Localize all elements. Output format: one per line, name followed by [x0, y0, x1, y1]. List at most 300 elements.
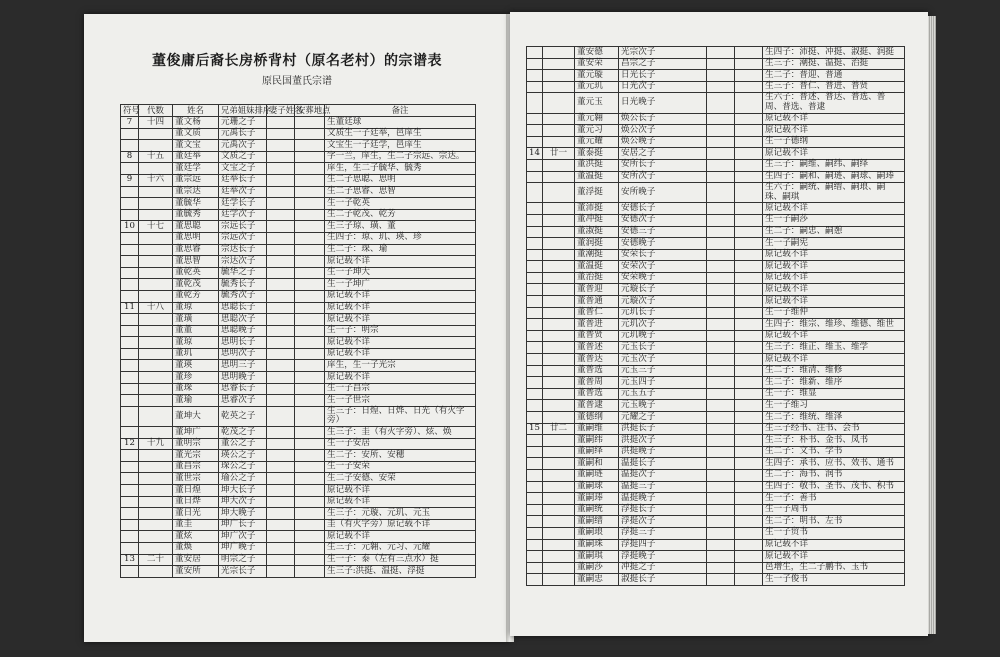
wife-name-cell — [267, 337, 295, 349]
burial-place-cell — [295, 395, 325, 407]
wife-name-cell — [707, 330, 735, 342]
left-page — [84, 14, 510, 642]
table-row — [121, 438, 476, 450]
generation-cell — [139, 473, 173, 485]
row-number-cell: 13 — [121, 554, 139, 566]
table-row — [527, 516, 905, 528]
wife-name-cell — [707, 446, 735, 458]
sibling-order-cell: 元玉四子 — [619, 377, 707, 389]
generation-cell — [543, 171, 575, 183]
generation-cell — [543, 400, 575, 412]
name-cell: 董嗣纬 — [575, 435, 619, 447]
name-cell: 董珍 — [173, 372, 219, 384]
wife-name-cell — [267, 485, 295, 497]
row-number-cell — [527, 284, 543, 296]
remarks-cell: 原记载不详 — [763, 148, 905, 160]
sibling-order-cell: 安德晚子 — [619, 238, 707, 250]
generation-cell — [139, 290, 173, 302]
sibling-order-cell: 乾茂之子 — [219, 427, 267, 439]
remarks-cell: 生一子安荣 — [325, 461, 476, 473]
name-cell: 董坤广 — [173, 427, 219, 439]
sibling-order-cell: 安德长子 — [619, 203, 707, 215]
burial-place-cell — [295, 566, 325, 578]
burial-place-cell — [735, 93, 763, 113]
table-row — [121, 383, 476, 395]
header-cell: 安葬地点 — [295, 105, 325, 117]
name-cell: 董乾芳 — [173, 290, 219, 302]
wife-name-cell — [707, 272, 735, 284]
sibling-order-cell: 焕公晚子 — [619, 136, 707, 148]
generation-cell: 二十 — [139, 554, 173, 566]
wife-name-cell — [707, 377, 735, 389]
wife-name-cell — [707, 319, 735, 331]
name-cell: 董宗达 — [173, 186, 219, 198]
burial-place-cell — [735, 354, 763, 366]
generation-cell — [543, 203, 575, 215]
remarks-cell: 生三子琼、璜、董 — [325, 221, 476, 233]
generation-cell — [139, 140, 173, 152]
burial-place-cell — [295, 128, 325, 140]
wife-name-cell — [267, 117, 295, 129]
row-number-cell — [527, 125, 543, 137]
table-row — [527, 377, 905, 389]
name-cell: 董文宝 — [173, 140, 219, 152]
remarks-cell: 生三子:洪挺、温挺、浮挺 — [325, 566, 476, 578]
burial-place-cell — [295, 531, 325, 543]
sibling-order-cell: 元玉晚子 — [619, 400, 707, 412]
sibling-order-cell: 焕公次子 — [619, 125, 707, 137]
generation-cell — [139, 519, 173, 531]
table-row — [527, 307, 905, 319]
generation-cell — [543, 47, 575, 59]
table-row — [527, 365, 905, 377]
remarks-cell: 生三子：嗣维、嗣纬、嗣绎 — [763, 159, 905, 171]
sibling-order-cell: 元禹长子 — [219, 128, 267, 140]
sibling-order-cell: 元璇长子 — [619, 284, 707, 296]
wife-name-cell — [707, 342, 735, 354]
burial-place-cell — [295, 163, 325, 175]
row-number-cell — [121, 406, 139, 426]
table-row — [121, 256, 476, 268]
generation-cell — [543, 249, 575, 261]
sibling-order-cell: 浮挺四子 — [619, 539, 707, 551]
generation-cell — [543, 70, 575, 82]
burial-place-cell — [735, 330, 763, 342]
remarks-cell: 原记载不详 — [325, 485, 476, 497]
remarks-cell: 生一子：明宗 — [325, 325, 476, 337]
row-number-cell: 9 — [121, 174, 139, 186]
remarks-cell: 生一子嗣莎 — [763, 214, 905, 226]
wife-name-cell — [267, 427, 295, 439]
burial-place-cell — [735, 400, 763, 412]
burial-place-cell — [295, 186, 325, 198]
wife-name-cell — [707, 469, 735, 481]
name-cell: 董玑 — [173, 348, 219, 360]
table-row — [527, 388, 905, 400]
generation-cell: 十五 — [139, 151, 173, 163]
name-cell: 董泰挺 — [575, 148, 619, 160]
row-number-cell: 14 — [527, 148, 543, 160]
remarks-cell: 原记载不详 — [763, 296, 905, 308]
row-number-cell — [121, 256, 139, 268]
remarks-cell: 生一子周书 — [763, 504, 905, 516]
burial-place-cell — [295, 232, 325, 244]
generation-cell — [139, 566, 173, 578]
burial-place-cell — [735, 272, 763, 284]
row-number-cell — [121, 314, 139, 326]
burial-place-cell — [295, 438, 325, 450]
name-cell: 董冲挺 — [575, 214, 619, 226]
remarks-cell: 生二子：琛、瑜 — [325, 244, 476, 256]
burial-place-cell — [735, 435, 763, 447]
row-number-cell — [121, 473, 139, 485]
name-cell: 董日光 — [173, 508, 219, 520]
burial-place-cell — [295, 151, 325, 163]
table-row — [527, 493, 905, 505]
remarks-cell: 字一兰，庠生，生二子宗远、宗达。 — [325, 151, 476, 163]
wife-name-cell — [707, 551, 735, 563]
generation-cell — [543, 58, 575, 70]
sibling-order-cell: 洪挺晚子 — [619, 446, 707, 458]
wife-name-cell — [267, 256, 295, 268]
burial-place-cell — [735, 81, 763, 93]
wife-name-cell — [267, 554, 295, 566]
table-row — [527, 214, 905, 226]
sibling-order-cell: 日光次子 — [619, 81, 707, 93]
burial-place-cell — [735, 307, 763, 319]
generation-cell — [543, 342, 575, 354]
wife-name-cell — [267, 186, 295, 198]
row-number-cell — [121, 566, 139, 578]
sibling-order-cell: 廷举长子 — [219, 174, 267, 186]
table-row — [527, 527, 905, 539]
row-number-cell — [527, 516, 543, 528]
row-number-cell — [121, 508, 139, 520]
sibling-order-cell: 明宗之子 — [219, 554, 267, 566]
name-cell: 董嗣忠 — [575, 574, 619, 586]
burial-place-cell — [735, 214, 763, 226]
burial-place-cell — [735, 70, 763, 82]
row-number-cell — [527, 504, 543, 516]
name-cell: 董思睿 — [173, 244, 219, 256]
name-cell: 董浮挺 — [575, 183, 619, 203]
remarks-cell: 生二子安德、安荣 — [325, 473, 476, 485]
remarks-cell: 原记载不详 — [763, 249, 905, 261]
sibling-order-cell: 思聪次子 — [219, 314, 267, 326]
row-number-cell — [527, 159, 543, 171]
burial-place-cell — [295, 198, 325, 210]
generation-cell — [139, 314, 173, 326]
generation-cell — [139, 244, 173, 256]
wife-name-cell — [707, 493, 735, 505]
table-row — [527, 574, 905, 586]
row-number-cell — [527, 574, 543, 586]
sibling-order-cell: 安所晚子 — [619, 183, 707, 203]
remarks-cell: 生一子坤广 — [325, 279, 476, 291]
generation-cell — [543, 272, 575, 284]
wife-name-cell — [707, 159, 735, 171]
generation-cell — [543, 113, 575, 125]
wife-name-cell — [267, 325, 295, 337]
burial-place-cell — [295, 461, 325, 473]
wife-name-cell — [267, 473, 295, 485]
burial-place-cell — [295, 519, 325, 531]
wife-name-cell — [707, 539, 735, 551]
row-number-cell — [527, 238, 543, 250]
table-row — [121, 566, 476, 578]
wife-name-cell — [267, 244, 295, 256]
row-number-cell — [527, 469, 543, 481]
wife-name-cell — [707, 423, 735, 435]
generation-cell — [543, 504, 575, 516]
table-row — [121, 267, 476, 279]
sibling-order-cell: 浮挺三子 — [619, 527, 707, 539]
table-row — [121, 117, 476, 129]
generation-cell: 十七 — [139, 221, 173, 233]
remarks-cell: 生六子：普述、普达、普选、普周、普选、普逮 — [763, 93, 905, 113]
burial-place-cell — [295, 140, 325, 152]
wife-name-cell — [707, 261, 735, 273]
name-cell: 董坤大 — [173, 406, 219, 426]
burial-place-cell — [735, 226, 763, 238]
wife-name-cell — [707, 562, 735, 574]
table-row — [121, 128, 476, 140]
remarks-cell: 原记载不详 — [763, 330, 905, 342]
generation-cell: 廿二 — [543, 423, 575, 435]
name-cell: 董光宗 — [173, 450, 219, 462]
sibling-order-cell: 思睿长子 — [219, 383, 267, 395]
table-row — [527, 412, 905, 424]
generation-cell — [139, 531, 173, 543]
burial-place-cell — [735, 284, 763, 296]
name-cell: 董安居 — [173, 554, 219, 566]
remarks-cell: 原记载不详 — [325, 256, 476, 268]
burial-place-cell — [735, 58, 763, 70]
table-row — [527, 226, 905, 238]
wife-name-cell — [267, 128, 295, 140]
burial-place-cell — [295, 372, 325, 384]
sibling-order-cell: 浮挺晚子 — [619, 551, 707, 563]
table-row — [121, 473, 476, 485]
name-cell: 董瑛 — [173, 360, 219, 372]
generation-cell — [139, 496, 173, 508]
remarks-cell: 生二子：安所、安穗 — [325, 450, 476, 462]
table-row — [121, 151, 476, 163]
row-number-cell — [527, 319, 543, 331]
name-cell: 董琛 — [173, 383, 219, 395]
remarks-cell: 生二子思睿、思智 — [325, 186, 476, 198]
burial-place-cell — [735, 125, 763, 137]
name-cell: 董圭 — [173, 519, 219, 531]
table-row — [527, 504, 905, 516]
name-cell: 董润挺 — [575, 238, 619, 250]
remarks-cell: 原记载不详 — [325, 337, 476, 349]
burial-place-cell — [295, 325, 325, 337]
row-number-cell — [527, 412, 543, 424]
wife-name-cell — [267, 140, 295, 152]
sibling-order-cell: 思明晚子 — [219, 372, 267, 384]
generation-cell — [543, 551, 575, 563]
burial-place-cell — [295, 174, 325, 186]
burial-place-cell — [295, 348, 325, 360]
generation-cell — [543, 481, 575, 493]
burial-place-cell — [735, 446, 763, 458]
generation-cell — [139, 348, 173, 360]
row-number-cell — [527, 527, 543, 539]
name-cell: 董元耀 — [575, 136, 619, 148]
row-number-cell — [121, 290, 139, 302]
table-row — [527, 562, 905, 574]
sibling-order-cell: 乾英之子 — [219, 406, 267, 426]
remarks-cell: 文宝生一子廷学，邑庠生 — [325, 140, 476, 152]
table-row — [527, 261, 905, 273]
remarks-cell: 邑增生，生二子鹏书、玉书 — [763, 562, 905, 574]
name-cell: 董董 — [173, 325, 219, 337]
burial-place-cell — [295, 256, 325, 268]
sibling-order-cell: 洪挺次子 — [619, 435, 707, 447]
remarks-cell: 生三子：元璇、元玑、元玉 — [325, 508, 476, 520]
name-cell: 董普迎 — [575, 284, 619, 296]
name-cell: 董璜 — [173, 314, 219, 326]
page-subtitle: 原民国董氏宗谱 — [262, 76, 332, 87]
row-number-cell — [527, 81, 543, 93]
table-row — [121, 174, 476, 186]
burial-place-cell — [735, 527, 763, 539]
table-row — [527, 159, 905, 171]
sibling-order-cell: 安荣次子 — [619, 261, 707, 273]
remarks-cell: 生一子乾英 — [325, 198, 476, 210]
name-cell: 董嗣琏 — [575, 469, 619, 481]
remarks-cell: 生四子：嗣和、嗣琏、嗣球、嗣琫 — [763, 171, 905, 183]
name-cell: 董洪挺 — [575, 159, 619, 171]
name-cell: 董日烨 — [173, 496, 219, 508]
row-number-cell — [527, 365, 543, 377]
row-number-cell — [527, 377, 543, 389]
row-number-cell — [121, 140, 139, 152]
genealogy-table-left — [120, 104, 476, 578]
right-page — [510, 12, 928, 636]
table-row — [121, 279, 476, 291]
row-number-cell — [527, 551, 543, 563]
remarks-cell: 庠生，生一子光宗 — [325, 360, 476, 372]
generation-cell — [543, 93, 575, 113]
name-cell: 董安所 — [173, 566, 219, 578]
table-row — [121, 485, 476, 497]
generation-cell — [543, 562, 575, 574]
generation-cell — [543, 446, 575, 458]
generation-cell — [139, 461, 173, 473]
wife-name-cell — [707, 458, 735, 470]
sibling-order-cell: 思聪长子 — [219, 302, 267, 314]
table-row — [527, 58, 905, 70]
burial-place-cell — [295, 221, 325, 233]
name-cell: 董思明 — [173, 232, 219, 244]
generation-cell — [139, 279, 173, 291]
table-row — [527, 148, 905, 160]
name-cell: 董安荣 — [575, 58, 619, 70]
burial-place-cell — [735, 423, 763, 435]
wife-name-cell — [267, 209, 295, 221]
wife-name-cell — [267, 566, 295, 578]
burial-place-cell — [295, 508, 325, 520]
row-number-cell — [121, 427, 139, 439]
row-number-cell — [527, 388, 543, 400]
wife-name-cell — [707, 47, 735, 59]
name-cell: 董嗣珠 — [575, 539, 619, 551]
burial-place-cell — [735, 136, 763, 148]
sibling-order-cell: 坤大次子 — [219, 496, 267, 508]
wife-name-cell — [707, 226, 735, 238]
wife-name-cell — [707, 58, 735, 70]
remarks-cell: 原记载不详 — [763, 284, 905, 296]
remarks-cell: 生一子安居 — [325, 438, 476, 450]
sibling-order-cell: 坤大晚子 — [219, 508, 267, 520]
wife-name-cell — [707, 527, 735, 539]
table-row — [121, 496, 476, 508]
table-row — [121, 554, 476, 566]
generation-cell — [543, 261, 575, 273]
generation-cell — [139, 337, 173, 349]
row-number-cell — [121, 209, 139, 221]
table-row — [527, 539, 905, 551]
generation-cell — [543, 377, 575, 389]
row-number-cell — [121, 360, 139, 372]
sibling-order-cell: 文质之子 — [219, 151, 267, 163]
generation-cell — [543, 183, 575, 203]
row-number-cell — [121, 519, 139, 531]
row-number-cell — [121, 542, 139, 554]
sibling-order-cell: 元璇次子 — [619, 296, 707, 308]
sibling-order-cell: 元禹次子 — [219, 140, 267, 152]
table-row — [527, 435, 905, 447]
genealogy-table-right — [526, 46, 905, 586]
sibling-order-cell: 元玉三子 — [619, 365, 707, 377]
table-row — [121, 461, 476, 473]
remarks-cell: 生四子：沛挺、冲挺、淑挺、润挺 — [763, 47, 905, 59]
burial-place-cell — [735, 458, 763, 470]
sibling-order-cell: 安所次子 — [619, 171, 707, 183]
wife-name-cell — [267, 395, 295, 407]
sibling-order-cell: 日光晚子 — [619, 93, 707, 113]
table-row — [527, 136, 905, 148]
burial-place-cell — [735, 171, 763, 183]
table-row — [527, 183, 905, 203]
row-number-cell — [527, 562, 543, 574]
wife-name-cell — [267, 221, 295, 233]
row-number-cell — [527, 214, 543, 226]
row-number-cell: 12 — [121, 438, 139, 450]
generation-cell — [139, 163, 173, 175]
generation-cell — [139, 542, 173, 554]
wife-name-cell — [707, 136, 735, 148]
burial-place-cell — [295, 117, 325, 129]
generation-cell — [543, 516, 575, 528]
row-number-cell — [527, 171, 543, 183]
table-row — [527, 458, 905, 470]
row-number-cell — [527, 296, 543, 308]
sibling-order-cell: 光宗长子 — [219, 566, 267, 578]
name-cell: 董温挺 — [575, 171, 619, 183]
table-row — [121, 395, 476, 407]
name-cell: 董元玉 — [575, 93, 619, 113]
generation-cell — [139, 485, 173, 497]
remarks-cell: 生三子：圭（有火字旁）、炫、焕 — [325, 427, 476, 439]
wife-name-cell — [707, 70, 735, 82]
generation-cell — [543, 365, 575, 377]
burial-place-cell — [735, 574, 763, 586]
row-number-cell: 15 — [527, 423, 543, 435]
burial-place-cell — [295, 450, 325, 462]
